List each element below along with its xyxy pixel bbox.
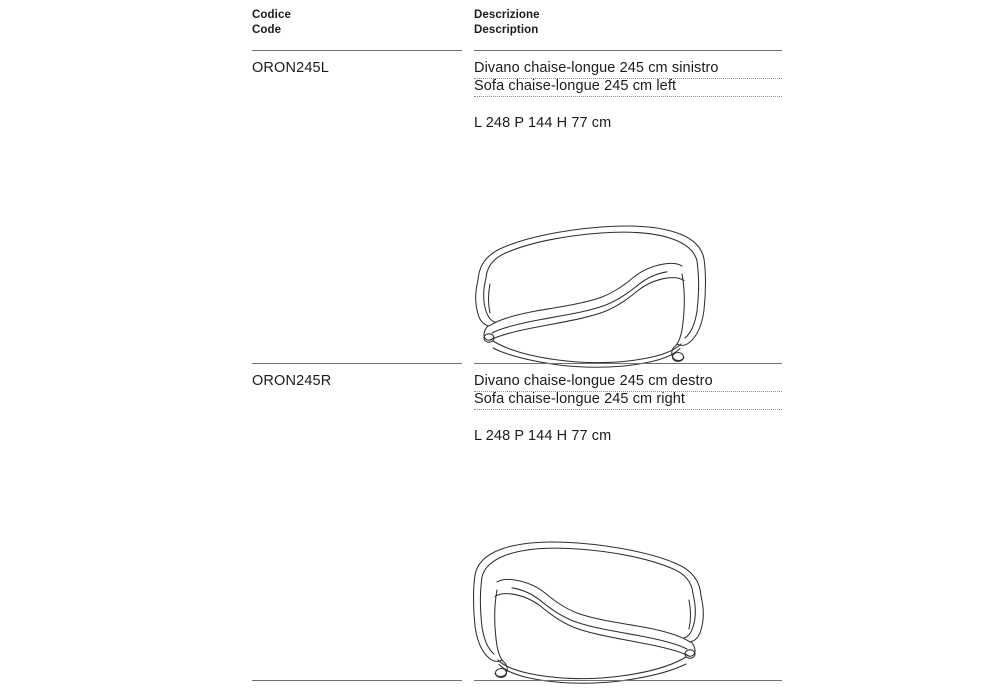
row-3-description-rule [474, 680, 782, 681]
row-1-code: ORON245L [252, 60, 329, 76]
header-code-column [252, 8, 462, 37]
row-1-description-en: Sofa chaise-longue 245 cm left [474, 78, 677, 94]
sofa-chaise-longue-right-icon [468, 534, 706, 670]
header-code-label-it: Codice [252, 9, 291, 21]
row-1-description-it: Divano chaise-longue 245 cm sinistro [474, 60, 719, 76]
header-code-label-en: Code [252, 23, 282, 36]
table-header [0, 8, 1000, 48]
row-2-code: ORON245R [252, 373, 332, 389]
row-2-dimensions: L 248 P 144 H 77 cm [474, 428, 612, 444]
row-1-code-rule [252, 50, 462, 51]
row-1-description-rule [474, 50, 782, 51]
row-1-dotted-rule-2 [474, 96, 782, 97]
row-2-description-en: Sofa chaise-longue 245 cm right [474, 391, 686, 407]
row-2-dotted-rule-2 [474, 409, 782, 410]
row-2-description-it: Divano chaise-longue 245 cm destro [474, 373, 713, 389]
header-description-label-it: Descrizione [474, 9, 540, 21]
header-description-label-en: Description [474, 23, 539, 36]
row-1-dimensions: L 248 P 144 H 77 cm [474, 115, 612, 131]
header-description-column [474, 8, 782, 37]
row-2-description-rule [474, 363, 782, 364]
sofa-chaise-longue-left-icon [466, 218, 711, 354]
row-2-code-rule [252, 363, 462, 364]
row-3-code-rule [252, 680, 462, 681]
